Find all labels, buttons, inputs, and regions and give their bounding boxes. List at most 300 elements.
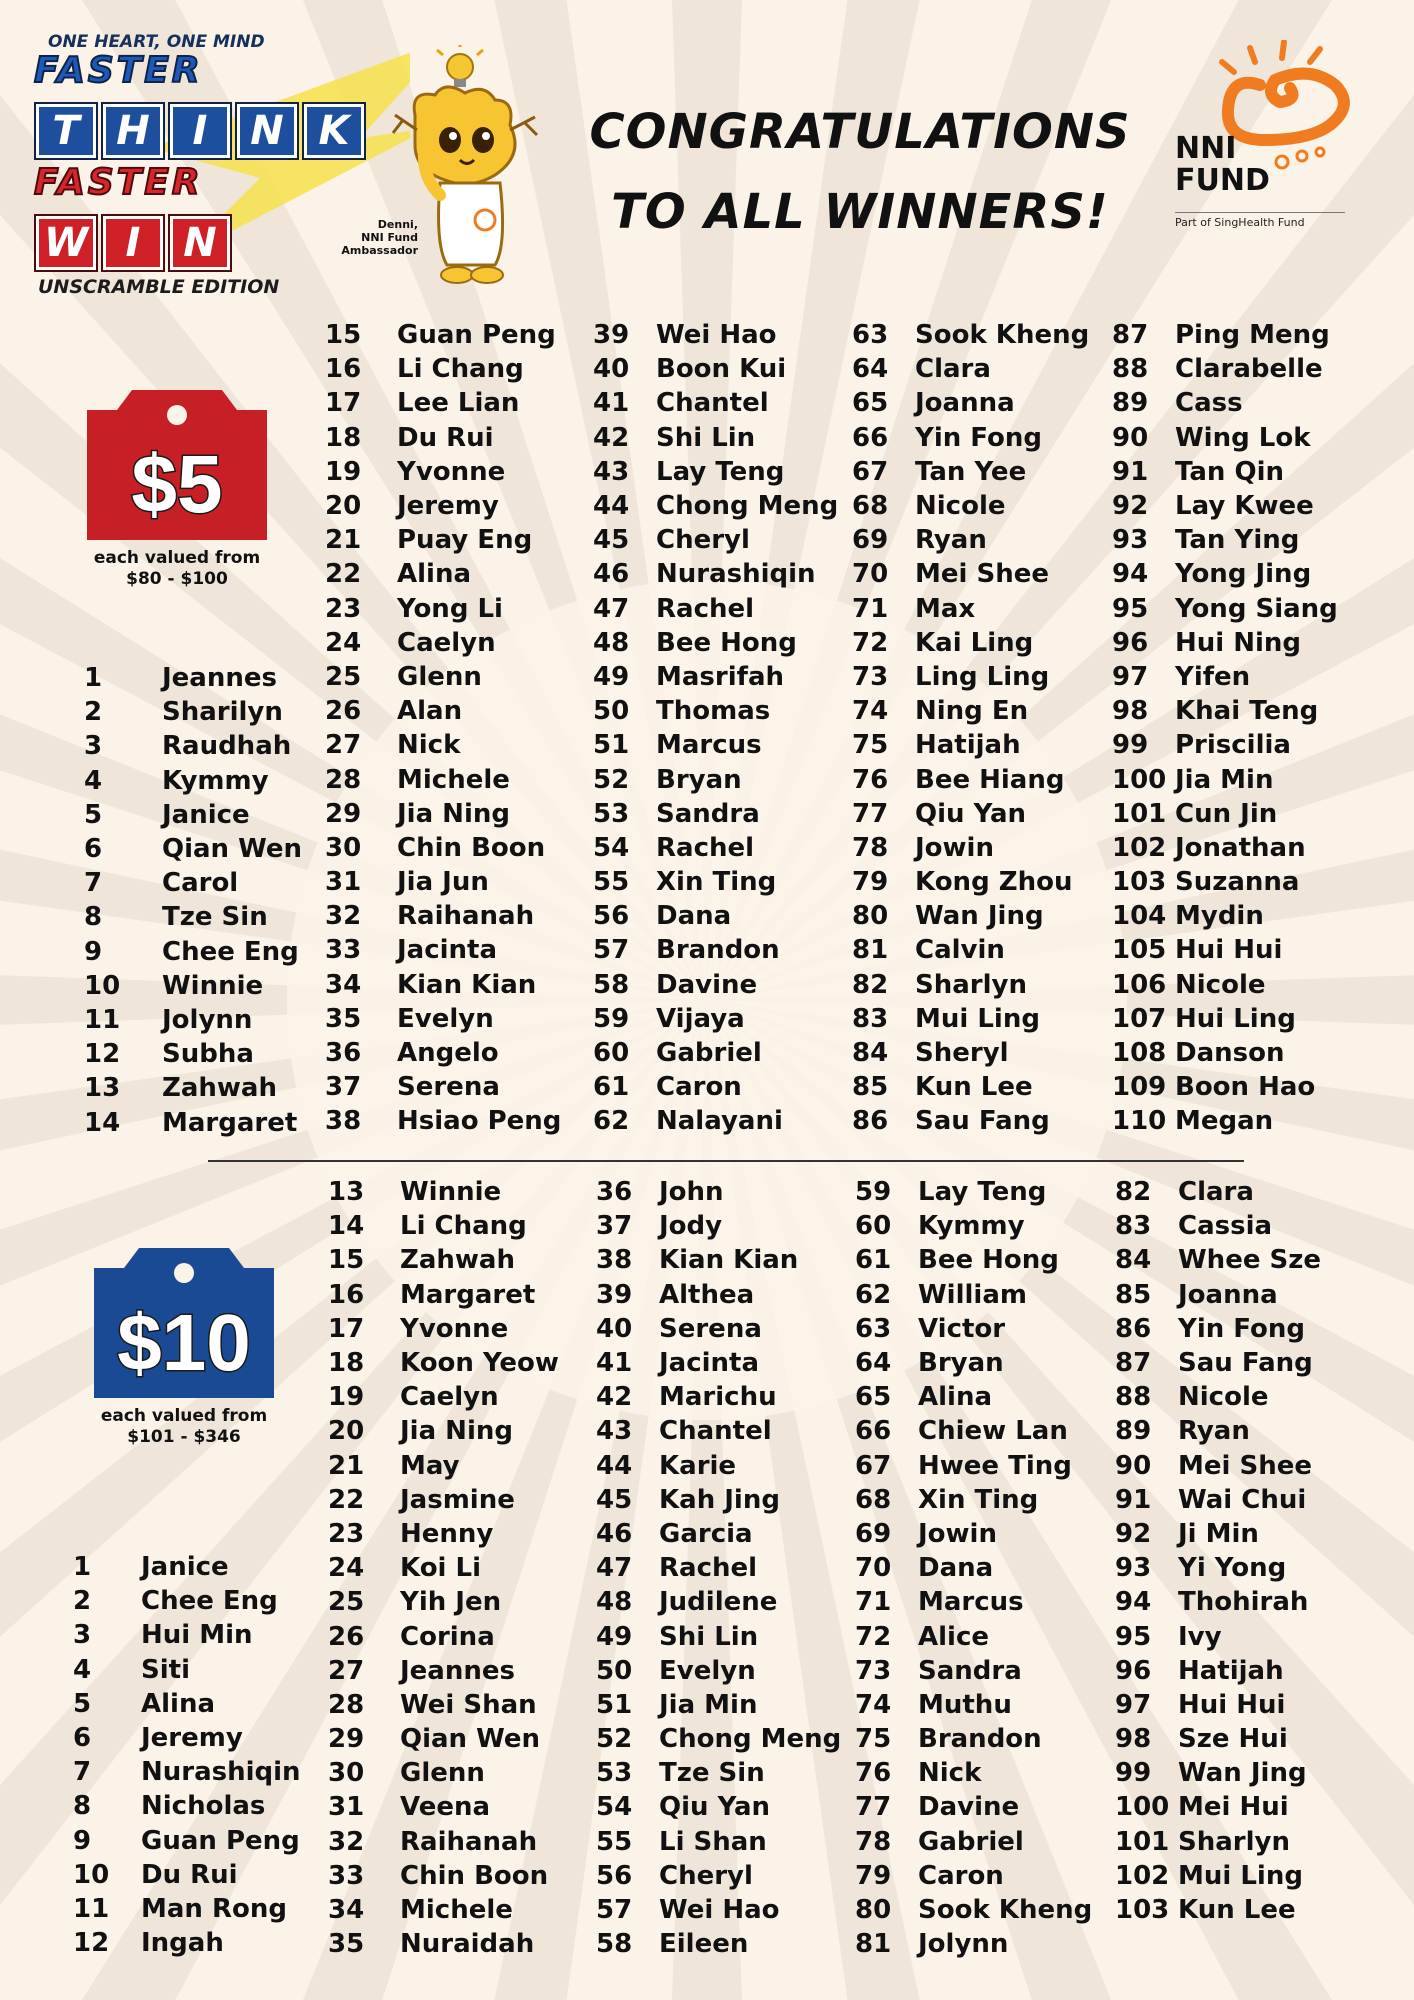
winner-number: 94 xyxy=(1115,1587,1152,1618)
winner-name: Kymmy xyxy=(162,765,269,796)
winner-name: Serena xyxy=(659,1313,762,1344)
winner-number: 55 xyxy=(596,1826,633,1857)
winner-number: 24 xyxy=(328,1553,365,1584)
winner-number: 102 xyxy=(1115,1860,1170,1891)
winner-entry xyxy=(1115,1619,1321,1653)
winner-entry xyxy=(1112,865,1338,899)
winner-name: Kun Lee xyxy=(1178,1895,1296,1926)
winner-number: 30 xyxy=(328,1758,365,1789)
winner-entry xyxy=(1112,694,1338,728)
winner-name: Li Chang xyxy=(400,1211,527,1242)
winner-name: Joanna xyxy=(1178,1279,1278,1310)
winner-number: 7 xyxy=(84,868,103,899)
winner-entry xyxy=(855,1380,1092,1414)
winner-name: Clara xyxy=(915,354,991,385)
winner-name: Mui Ling xyxy=(1178,1860,1303,1891)
winner-entry xyxy=(596,1346,841,1380)
winner-name: Sharlyn xyxy=(915,969,1027,1000)
winner-number: 89 xyxy=(1112,388,1149,419)
winner-number: 69 xyxy=(855,1518,892,1549)
winner-entry xyxy=(855,1449,1092,1483)
winner-name: Dana xyxy=(918,1553,994,1584)
winner-number: 50 xyxy=(593,696,630,727)
winner-entry xyxy=(596,1243,841,1277)
winner-number: 61 xyxy=(855,1245,892,1276)
winner-entry xyxy=(325,1036,561,1070)
winner-entry xyxy=(325,592,561,626)
winner-name: Corina xyxy=(400,1621,495,1652)
winner-name: Khai Teng xyxy=(1175,696,1319,727)
winner-name: Ivy xyxy=(1178,1621,1222,1652)
winner-entry xyxy=(1112,933,1338,967)
winner-entry xyxy=(1115,1278,1321,1312)
winner-number: 88 xyxy=(1112,354,1149,385)
winner-name: Priscilia xyxy=(1175,730,1291,761)
winner-number: 64 xyxy=(852,354,889,385)
winner-entry xyxy=(84,969,302,1003)
winner-name: Qian Wen xyxy=(400,1724,541,1755)
winner-name: Jeannes xyxy=(162,663,277,694)
winner-number: 3 xyxy=(84,731,103,762)
winner-number: 49 xyxy=(593,661,630,692)
winner-number: 101 xyxy=(1115,1826,1170,1857)
winner-number: 20 xyxy=(325,491,362,522)
winner-number: 93 xyxy=(1112,525,1149,556)
winner-number: 37 xyxy=(596,1211,633,1242)
mascot-area xyxy=(0,0,600,300)
winner-name: Althea xyxy=(659,1279,755,1310)
winner-number: 73 xyxy=(855,1655,892,1686)
winner-entry xyxy=(593,1070,838,1104)
winner-number: 12 xyxy=(84,1039,121,1070)
winner-entry xyxy=(852,865,1089,899)
winner-name: Wai Chui xyxy=(1178,1484,1307,1515)
winner-name: Mydin xyxy=(1175,901,1264,932)
winner-name: Cun Jin xyxy=(1175,798,1278,829)
winner-name: Man Rong xyxy=(141,1893,287,1924)
winner-number: 61 xyxy=(593,1072,630,1103)
winner-number: 89 xyxy=(1115,1416,1152,1447)
winner-entry xyxy=(325,455,561,489)
winner-entry xyxy=(852,728,1089,762)
winner-number: 47 xyxy=(593,593,630,624)
winner-name: Mei Shee xyxy=(1178,1450,1312,1481)
winner-name: Judilene xyxy=(659,1587,778,1618)
winner-number: 41 xyxy=(596,1348,633,1379)
winner-name: Margaret xyxy=(162,1107,298,1138)
winner-name: Eileen xyxy=(659,1929,749,1960)
winner-name: Henny xyxy=(400,1518,494,1549)
winner-entry xyxy=(855,1927,1092,1961)
winner-entry xyxy=(852,1104,1089,1138)
winner-name: Sook Kheng xyxy=(918,1895,1093,1926)
winner-number: 56 xyxy=(593,901,630,932)
winner-entry xyxy=(328,1722,559,1756)
winner-name: Thohirah xyxy=(1178,1587,1309,1618)
winner-number: 64 xyxy=(855,1348,892,1379)
winner-name: Hui Ling xyxy=(1175,1003,1296,1034)
winner-entry xyxy=(855,1688,1092,1722)
winner-entry xyxy=(325,557,561,591)
winner-number: 36 xyxy=(325,1038,362,1069)
winner-number: 77 xyxy=(855,1792,892,1823)
winner-entry xyxy=(84,1037,302,1071)
winner-name: Alina xyxy=(397,559,472,590)
winner-name: Xin Ting xyxy=(918,1484,1039,1515)
winner-name: Yong Li xyxy=(397,593,503,624)
winner-entry xyxy=(84,832,302,866)
winner-name: Mei Hui xyxy=(1178,1792,1289,1823)
winner-number: 6 xyxy=(73,1723,92,1754)
winner-entry xyxy=(852,592,1089,626)
winner-name: Yong Siang xyxy=(1175,593,1338,624)
winner-entry xyxy=(593,968,838,1002)
winner-number: 71 xyxy=(855,1587,892,1618)
winner-entry xyxy=(325,797,561,831)
winner-entry xyxy=(1115,1449,1321,1483)
winner-name: Tan Yee xyxy=(915,456,1027,487)
winner-number: 97 xyxy=(1112,661,1149,692)
winner-entry xyxy=(855,1483,1092,1517)
winner-entry xyxy=(593,626,838,660)
winner-number: 69 xyxy=(852,525,889,556)
winner-number: 2 xyxy=(73,1586,92,1617)
winner-name: Megan xyxy=(1175,1106,1274,1137)
winner-entry xyxy=(328,1927,559,1961)
winner-number: 100 xyxy=(1115,1792,1170,1823)
winner-entry xyxy=(328,1483,559,1517)
winner-name: John xyxy=(659,1177,724,1208)
winner-name: Qian Wen xyxy=(162,834,303,865)
winner-number: 8 xyxy=(73,1791,92,1822)
winner-number: 9 xyxy=(84,936,103,967)
winner-name: Chiew Lan xyxy=(918,1416,1068,1447)
winner-entry xyxy=(325,1002,561,1036)
winner-name: Wan Jing xyxy=(1178,1758,1307,1789)
winner-number: 6 xyxy=(84,834,103,865)
winner-number: 110 xyxy=(1112,1106,1167,1137)
winner-name: Chong Meng xyxy=(659,1724,842,1755)
winner-number: 15 xyxy=(328,1245,365,1276)
winner-name: Bee Hiang xyxy=(915,764,1065,795)
winner-name: Tze Sin xyxy=(659,1758,765,1789)
winner-name: Hui Ning xyxy=(1175,627,1302,658)
winner-number: 26 xyxy=(325,696,362,727)
winner-number: 9 xyxy=(73,1825,92,1856)
winner-number: 82 xyxy=(852,969,889,1000)
winner-number: 22 xyxy=(325,559,362,590)
winner-name: Ingah xyxy=(141,1928,224,1959)
winner-entry xyxy=(325,933,561,967)
logo-faster-top: FASTER xyxy=(34,50,203,91)
winner-name: Guan Peng xyxy=(141,1825,300,1856)
winner-entry xyxy=(855,1312,1092,1346)
winner-number: 95 xyxy=(1112,593,1149,624)
winner-entry xyxy=(73,1584,301,1618)
winner-entry xyxy=(1112,968,1338,1002)
winner-name: Michele xyxy=(400,1895,513,1926)
winner-number: 17 xyxy=(328,1313,365,1344)
winner-entry xyxy=(73,1755,301,1789)
winner-number: 5 xyxy=(73,1688,92,1719)
winner-entry xyxy=(1112,523,1338,557)
winner-name: Hui Hui xyxy=(1178,1689,1286,1720)
winner-entry xyxy=(73,1653,301,1687)
winner-entry xyxy=(1115,1346,1321,1380)
winner-name: Jeremy xyxy=(397,491,499,522)
winner-entry xyxy=(855,1859,1092,1893)
winner-name: Jeremy xyxy=(141,1723,243,1754)
winner-number: 67 xyxy=(855,1450,892,1481)
winner-entry xyxy=(325,831,561,865)
winner-entry xyxy=(73,1824,301,1858)
winner-entry xyxy=(593,592,838,626)
winner-entry xyxy=(73,1926,301,1960)
winner-name: Qiu Yan xyxy=(659,1792,771,1823)
winner-number: 20 xyxy=(328,1416,365,1447)
logo-edition: UNSCRAMBLE EDITION xyxy=(38,276,280,298)
winner-number: 81 xyxy=(855,1929,892,1960)
winner-name: Qiu Yan xyxy=(915,798,1027,829)
winner-entry xyxy=(852,386,1089,420)
winner-entry xyxy=(852,694,1089,728)
winner-entry xyxy=(593,831,838,865)
winner-name: Rachel xyxy=(656,593,755,624)
winner-number: 8 xyxy=(84,902,103,933)
winner-number: 29 xyxy=(328,1724,365,1755)
winner-name: Kah Jing xyxy=(659,1484,780,1515)
winner-name: Shi Lin xyxy=(659,1621,759,1652)
winner-entry xyxy=(1112,1036,1338,1070)
winner-name: Mei Shee xyxy=(915,559,1049,590)
winner-entry xyxy=(593,899,838,933)
winner-number: 98 xyxy=(1115,1724,1152,1755)
winner-number: 66 xyxy=(855,1416,892,1447)
winner-number: 65 xyxy=(852,388,889,419)
winner-entry xyxy=(855,1893,1092,1927)
winner-entry xyxy=(84,935,302,969)
winner-name: Whee Sze xyxy=(1178,1245,1321,1276)
winner-name: Bryan xyxy=(656,764,742,795)
winner-number: 49 xyxy=(596,1621,633,1652)
winner-name: Zahwah xyxy=(400,1245,515,1276)
winner-number: 107 xyxy=(1112,1003,1167,1034)
winner-name: Koon Yeow xyxy=(400,1348,559,1379)
logo-letter-tile: H xyxy=(103,104,163,158)
winner-entry xyxy=(852,831,1089,865)
winner-entry xyxy=(852,455,1089,489)
winner-entry xyxy=(593,694,838,728)
winner-name: Alina xyxy=(141,1688,216,1719)
winner-number: 85 xyxy=(1115,1279,1152,1310)
winner-number: 67 xyxy=(852,456,889,487)
winner-entry xyxy=(328,1380,559,1414)
winner-number: 75 xyxy=(852,730,889,761)
winner-entry xyxy=(852,489,1089,523)
winner-number: 68 xyxy=(855,1484,892,1515)
winner-number: 3 xyxy=(73,1620,92,1651)
winner-number: 57 xyxy=(596,1895,633,1926)
winner-name: Chantel xyxy=(656,388,769,419)
winner-number: 13 xyxy=(328,1177,365,1208)
winner-number: 59 xyxy=(855,1177,892,1208)
winner-entry xyxy=(73,1687,301,1721)
winner-number: 82 xyxy=(1115,1177,1152,1208)
winner-name: Cass xyxy=(1175,388,1243,419)
winner-number: 106 xyxy=(1112,969,1167,1000)
winner-number: 27 xyxy=(328,1655,365,1686)
winner-name: Hwee Ting xyxy=(918,1450,1072,1481)
winner-entry xyxy=(328,1278,559,1312)
winner-name: Max xyxy=(915,593,976,624)
winner-entry xyxy=(855,1517,1092,1551)
winner-number: 17 xyxy=(325,388,362,419)
winner-entry xyxy=(325,523,561,557)
winners-10-column-1 xyxy=(73,1550,301,1960)
winner-name: William xyxy=(918,1279,1027,1310)
winner-entry xyxy=(596,1654,841,1688)
winner-number: 96 xyxy=(1112,627,1149,658)
winner-name: Marcus xyxy=(656,730,762,761)
winner-name: Puay Eng xyxy=(397,525,533,556)
winner-number: 85 xyxy=(852,1072,889,1103)
winner-number: 72 xyxy=(855,1621,892,1652)
winner-number: 74 xyxy=(852,696,889,727)
winner-number: 2 xyxy=(84,697,103,728)
winner-entry xyxy=(596,1209,841,1243)
winner-number: 12 xyxy=(73,1928,110,1959)
winner-number: 42 xyxy=(593,422,630,453)
winner-number: 90 xyxy=(1115,1450,1152,1481)
winner-name: Gabriel xyxy=(918,1826,1024,1857)
winner-number: 31 xyxy=(325,867,362,898)
prize-5-caption: each valued from $80 - $100 xyxy=(93,548,261,589)
winner-name: Bryan xyxy=(918,1348,1004,1379)
winner-entry xyxy=(328,1893,559,1927)
winner-number: 45 xyxy=(596,1484,633,1515)
winner-number: 74 xyxy=(855,1689,892,1720)
winner-number: 73 xyxy=(852,661,889,692)
winner-number: 62 xyxy=(593,1106,630,1137)
winner-entry xyxy=(596,1483,841,1517)
winner-name: Yvonne xyxy=(397,456,506,487)
winner-name: Thomas xyxy=(656,696,771,727)
winner-entry xyxy=(73,1789,301,1823)
winner-number: 43 xyxy=(596,1416,633,1447)
winner-name: Caelyn xyxy=(400,1382,499,1413)
winner-name: Kun Lee xyxy=(915,1072,1033,1103)
winner-entry xyxy=(593,865,838,899)
winner-name: Clara xyxy=(1178,1177,1254,1208)
winner-number: 53 xyxy=(593,798,630,829)
winner-name: Marichu xyxy=(659,1382,777,1413)
winner-entry xyxy=(596,1278,841,1312)
winner-entry xyxy=(596,1722,841,1756)
winner-entry xyxy=(1112,318,1338,352)
winner-name: Hsiao Peng xyxy=(397,1106,562,1137)
winner-entry xyxy=(84,1105,302,1139)
winner-name: Tze Sin xyxy=(162,902,268,933)
winners-5-column-1 xyxy=(84,661,302,1140)
winner-name: Jowin xyxy=(915,832,994,863)
winner-number: 34 xyxy=(328,1895,365,1926)
winner-number: 55 xyxy=(593,867,630,898)
winner-entry xyxy=(84,695,302,729)
winner-number: 62 xyxy=(855,1279,892,1310)
winner-name: Boon Hao xyxy=(1175,1072,1316,1103)
winner-number: 23 xyxy=(328,1518,365,1549)
winner-name: Nurashiqin xyxy=(141,1757,301,1788)
winner-entry xyxy=(1115,1654,1321,1688)
winner-number: 48 xyxy=(596,1587,633,1618)
winner-entry xyxy=(328,1756,559,1790)
winner-name: Subha xyxy=(162,1039,254,1070)
winner-entry xyxy=(325,1070,561,1104)
winner-number: 32 xyxy=(325,901,362,932)
winner-entry xyxy=(325,865,561,899)
winner-number: 1 xyxy=(84,663,103,694)
winner-number: 84 xyxy=(1115,1245,1152,1276)
winner-number: 57 xyxy=(593,935,630,966)
winner-name: Marcus xyxy=(918,1587,1024,1618)
winner-name: Rachel xyxy=(659,1553,758,1584)
winner-name: Veena xyxy=(400,1792,491,1823)
winner-entry xyxy=(73,1721,301,1755)
winner-number: 1 xyxy=(73,1552,92,1583)
winner-name: Sharlyn xyxy=(1178,1826,1290,1857)
prize-10-amount: $10 xyxy=(117,1298,251,1387)
winner-entry xyxy=(84,1003,302,1037)
logo-faster-bottom: FASTER xyxy=(34,162,203,203)
winner-name: Yi Yong xyxy=(1178,1553,1287,1584)
winner-entry xyxy=(73,1618,301,1652)
winner-number: 46 xyxy=(596,1518,633,1549)
winner-name: Mui Ling xyxy=(915,1003,1040,1034)
winner-number: 95 xyxy=(1115,1621,1152,1652)
winner-name: Koi Li xyxy=(400,1553,481,1584)
winner-name: Calvin xyxy=(915,935,1005,966)
winner-entry xyxy=(855,1551,1092,1585)
title-line-1: CONGRATULATIONS xyxy=(589,104,1131,160)
winner-entry xyxy=(596,1585,841,1619)
nni-fund-logo xyxy=(1170,40,1370,230)
winners-5-column-3 xyxy=(593,318,838,1139)
winner-entry xyxy=(1112,831,1338,865)
winner-number: 52 xyxy=(593,764,630,795)
winners-10-column-5 xyxy=(1115,1175,1321,1927)
winner-entry xyxy=(855,1346,1092,1380)
brand-name: NNI FUND xyxy=(1175,131,1270,198)
winner-number: 80 xyxy=(852,901,889,932)
winner-number: 99 xyxy=(1112,730,1149,761)
winner-name: Evelyn xyxy=(397,1003,494,1034)
winner-name: Ping Meng xyxy=(1175,320,1330,351)
winner-number: 39 xyxy=(593,320,630,351)
winner-number: 84 xyxy=(852,1038,889,1069)
winner-name: Sandra xyxy=(656,798,760,829)
winner-number: 59 xyxy=(593,1003,630,1034)
winner-entry xyxy=(1112,1070,1338,1104)
winner-entry xyxy=(852,626,1089,660)
winner-number: 90 xyxy=(1112,422,1149,453)
winner-number: 30 xyxy=(325,832,362,863)
winner-name: Evelyn xyxy=(659,1655,756,1686)
winner-entry xyxy=(596,1859,841,1893)
winner-number: 72 xyxy=(852,627,889,658)
winner-entry xyxy=(852,899,1089,933)
winner-number: 11 xyxy=(84,1004,121,1035)
winner-entry xyxy=(596,1619,841,1653)
